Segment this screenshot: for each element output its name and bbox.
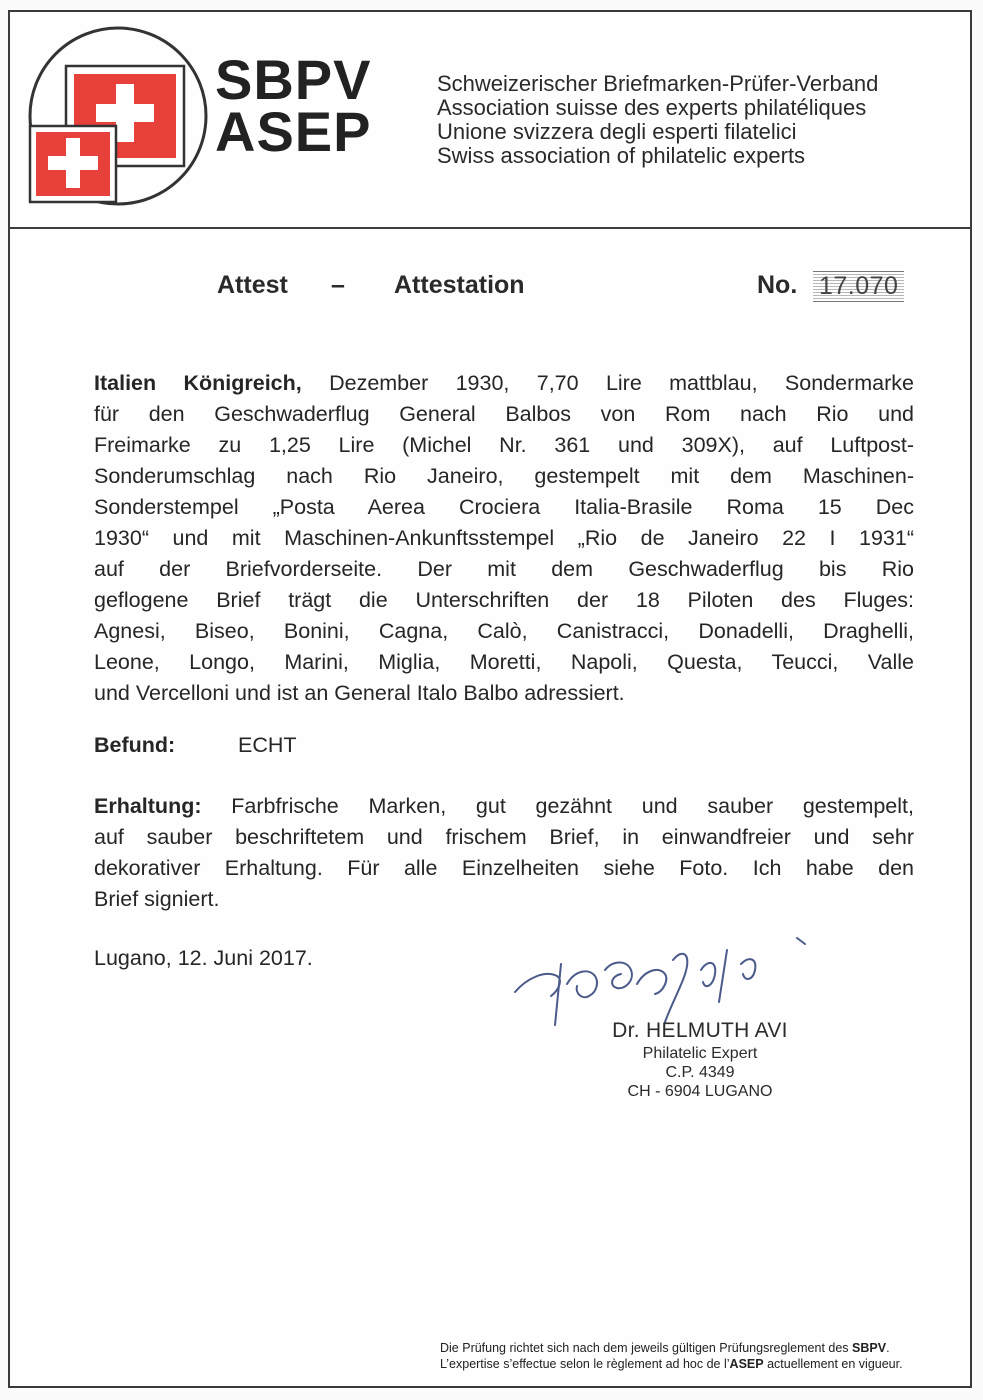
description-line: Sonderumschlag nach Rio Janeiro, gestempelt mit dem Maschinen- (94, 464, 914, 488)
brand-wordmark (215, 48, 372, 163)
description-line: Agnesi, Biseo, Bonini, Cagna, Calò, Canistracci, Donadelli, Draghelli, (94, 619, 914, 643)
expert-address: CH - 6904 LUGANO (627, 1083, 773, 1100)
header-divider (10, 227, 970, 229)
description-line: Sonderstempel „Posta Aerea Crociera Italia-Brasile Roma 15 Dec (94, 495, 914, 519)
description-line: geflogene Brief trägt die Unterschriften der 18 Piloten des Fluges: (94, 588, 914, 612)
description-line: für den Geschwaderflug General Balbos von Rom nach Rio und (94, 402, 914, 426)
place-date: Lugano, 12. Juni 2017. (94, 946, 313, 970)
description-line: 1930“ und mit Maschinen-Ankunftsstempel „Rio de Janeiro 22 I 1931“ (94, 526, 914, 550)
description-line: und Vercelloni und ist an General Italo Balbo adressiert. (94, 681, 625, 705)
expert-title: Philatelic Expert (642, 1045, 758, 1062)
brand-line-sbpv: SBPV (215, 48, 372, 111)
stamp-description (94, 368, 914, 709)
condition-line: auf sauber beschriftetem und frischem Brief, in einwandfreier und sehr (94, 825, 914, 849)
footer-line-de: Die Prüfung richtet sich nach dem jeweils gültigen Prüfungsreglement des SBPV. (440, 1341, 890, 1355)
condition-line: Erhaltung: Farbfrische Marken, gut gezähnt und sauber gestempelt, (94, 794, 914, 818)
association-names (437, 72, 878, 168)
certificate-number-label: No. (757, 271, 798, 299)
description-line: Leone, Longo, Marini, Miglia, Moretti, Napoli, Questa, Teucci, Valle (94, 650, 914, 674)
handwritten-signature (505, 930, 845, 1030)
association-name-de: Schweizerischer Briefmarken-Prüfer-Verband (437, 71, 879, 96)
association-name-it: Unione svizzera degli esperti filatelici (437, 119, 797, 144)
sbpv-logo (20, 18, 220, 218)
description-lead: Italien Königreich, (94, 371, 302, 395)
association-name-en: Swiss association of philatelic experts (437, 143, 806, 168)
befund-label: Befund: (94, 733, 176, 757)
expert-name: Dr. HELMUTH AVI (612, 1019, 788, 1042)
condition-line: dekorativer Erhaltung. Für alle Einzelheiten siehe Foto. Ich habe den (94, 856, 914, 880)
title-attest: Attest (217, 271, 288, 299)
brand-line-asep: ASEP (215, 100, 372, 163)
befund-value: ECHT (238, 733, 297, 757)
title-separator: – (331, 271, 345, 299)
description-line: auf der Briefvorderseite. Der mit dem Geschwaderflug bis Rio (94, 557, 914, 581)
footer-line-fr: L’expertise s’effectue selon le règlement ad hoc de l’ASEP actuellement en vigueur. (440, 1357, 903, 1371)
footer-note (440, 1340, 903, 1372)
condition-label: Erhaltung: (94, 794, 202, 818)
expert-po-box: C.P. 4349 (665, 1064, 735, 1081)
condition-section (94, 791, 914, 915)
certificate-number: 17.070 (813, 271, 904, 302)
stamp-front-icon (30, 126, 116, 202)
condition-line: Brief signiert. (94, 887, 220, 911)
description-line: Italien Königreich, Dezember 1930, 7,70 Lire mattblau, Sondermarke (94, 371, 914, 395)
description-line: Freimarke zu 1,25 Lire (Michel Nr. 361 und 309X), auf Luftpost- (94, 433, 914, 457)
association-name-fr: Association suisse des experts philatéliques (437, 95, 867, 120)
expert-stamp (600, 1018, 800, 1101)
title-attestation: Attestation (394, 271, 525, 299)
